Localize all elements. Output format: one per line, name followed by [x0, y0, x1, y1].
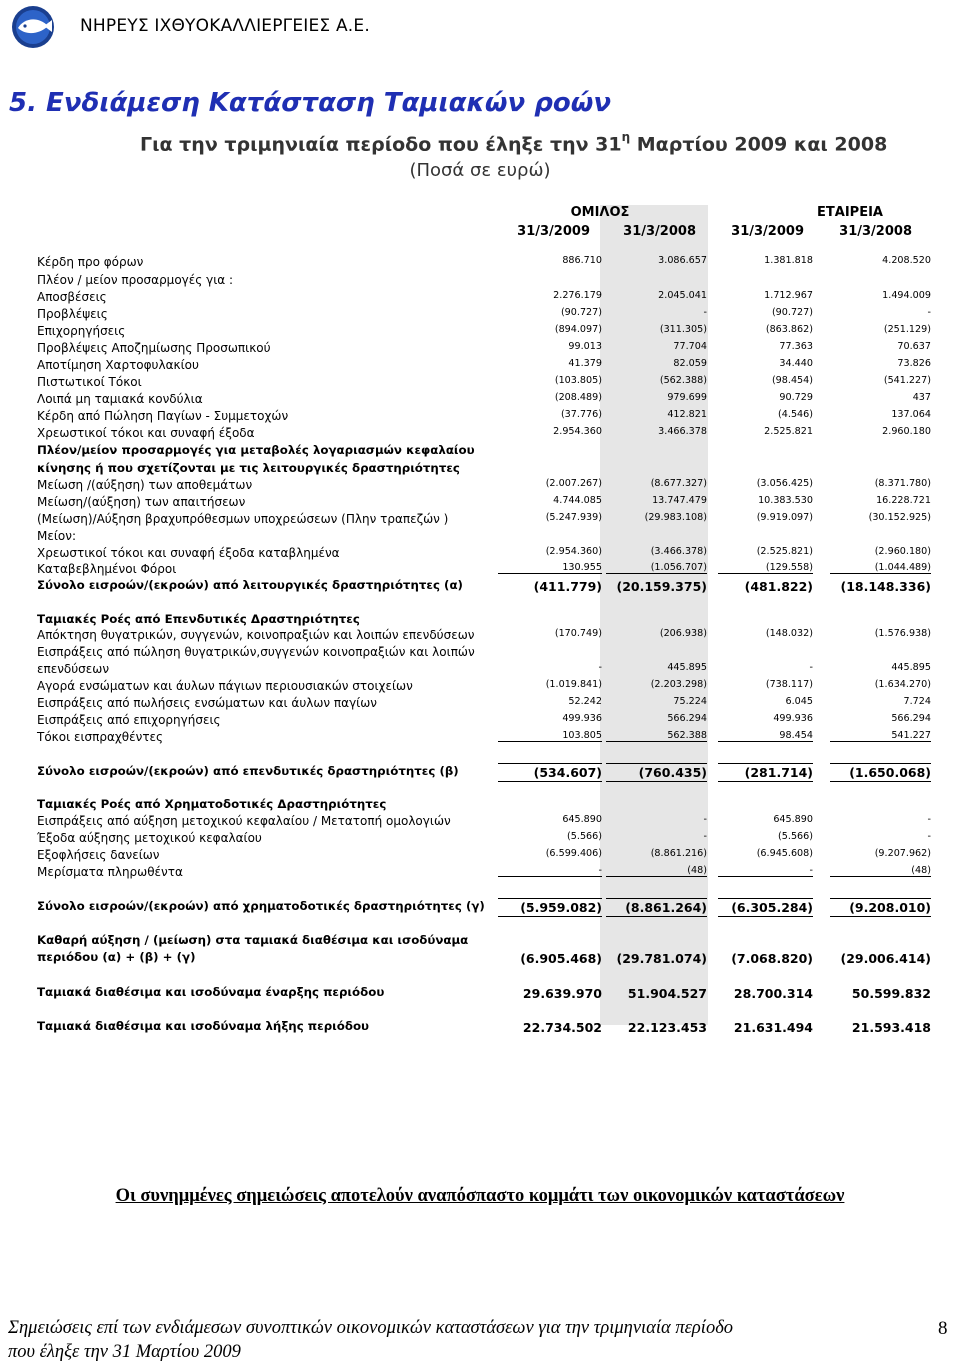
cell-value: - — [703, 831, 707, 842]
table-row — [0, 529, 960, 546]
cell-value: (1.650.068) — [830, 763, 931, 782]
cell-value: 445.895 — [891, 662, 931, 673]
cell-value: (6.305.284) — [718, 898, 813, 917]
cell-value: (90.727) — [771, 307, 813, 318]
cell-value: 4.208.520 — [882, 255, 931, 266]
cell-value: - — [703, 307, 707, 318]
table-row — [0, 764, 960, 781]
cell-value: 437 — [912, 392, 931, 403]
cell-value: (48) — [830, 865, 931, 877]
cell-value: (760.435) — [606, 763, 707, 782]
row-label: Κέρδη από Πώληση Παγίων - Συμμετοχών — [37, 409, 289, 423]
table-row — [0, 628, 960, 645]
cell-value: 645.890 — [773, 814, 813, 825]
cell-value: 99.013 — [568, 341, 602, 352]
row-label: Σύνολο εισροών/(εκροών) από λειτουργικές δραστηριότητες (α) — [37, 578, 463, 592]
cell-value: 16.228.721 — [876, 495, 931, 506]
cell-value: (2.007.267) — [545, 478, 602, 489]
cell-value: 28.700.314 — [733, 986, 813, 1001]
cell-value: (170.749) — [554, 628, 602, 639]
cell-value: (18.148.336) — [840, 579, 931, 594]
cell-value: (8.861.216) — [650, 848, 707, 859]
cell-value: (5.566) — [567, 831, 602, 842]
table-row — [0, 546, 960, 563]
group-label: ΟΜΙΛΟΣ — [570, 205, 630, 220]
table-row — [0, 375, 960, 392]
cell-value: (3.056.425) — [756, 478, 813, 489]
cell-value: 979.699 — [667, 392, 707, 403]
cell-value: (29.006.414) — [840, 951, 931, 966]
cell-value: (894.097) — [554, 324, 602, 335]
table-row — [0, 478, 960, 495]
row-label: Εισπράξεις από πώληση θυγατρικών,συγγενών κοινοπραξιών και λοιπών — [37, 645, 475, 659]
cell-value: (20.159.375) — [616, 579, 707, 594]
cell-value: 41.379 — [568, 358, 602, 369]
column-header: 31/3/2008 — [623, 224, 696, 239]
table-row — [0, 461, 960, 478]
row-label: Απόκτηση θυγατρικών, συγγενών, κοινοπραξιών και λοιπών επενδύσεων — [37, 628, 475, 642]
cell-value: 3.466.378 — [658, 426, 707, 437]
cell-value: (863.862) — [765, 324, 813, 335]
row-label: Έξοδα αύξησης μετοχικού κεφαλαίου — [37, 831, 262, 845]
row-label: (Μείωση)/Αύξηση βραχυπρόθεσμων υποχρεώσεων (Πλην τραπεζών ) — [37, 512, 449, 526]
company-logo — [8, 4, 58, 50]
table-row — [0, 696, 960, 713]
cell-value: (29.781.074) — [616, 951, 707, 966]
cell-value: (5.566) — [778, 831, 813, 842]
row-label: Χρεωστικοί τόκοι και συναφή έξοδα — [37, 426, 255, 440]
cell-value: (9.919.097) — [756, 512, 813, 523]
table-row — [0, 290, 960, 307]
cell-value: 29.639.970 — [522, 986, 602, 1001]
section-heading — [0, 612, 960, 629]
table-row — [0, 562, 960, 579]
cell-value: - — [703, 814, 707, 825]
cell-value: 73.826 — [897, 358, 931, 369]
row-label: Μείωση /(αύξηση) των αποθεμάτων — [37, 478, 253, 492]
cell-value: 77.704 — [673, 341, 707, 352]
table-row — [0, 307, 960, 324]
cell-value: 52.242 — [568, 696, 602, 707]
row-label: Εξοφλήσεις δανείων — [37, 848, 160, 862]
row-label: Πιστωτικοί Τόκοι — [37, 375, 142, 389]
cell-value: (148.032) — [765, 628, 813, 639]
row-label: Προβλέψεις — [37, 307, 108, 321]
row-label: Αποτίμηση Χαρτοφυλακίου — [37, 358, 199, 372]
row-label: περιόδου (α) + (β) + (γ) — [37, 950, 196, 964]
row-label: Καθαρή αύξηση / (μείωση) στα ταμιακά διαθέσιμα και ισοδύναμα — [37, 933, 469, 947]
cell-value: 51.904.527 — [627, 986, 707, 1001]
cell-value: 499.936 — [562, 713, 602, 724]
table-row — [0, 831, 960, 848]
cell-value: (1.576.938) — [874, 628, 931, 639]
row-label: Αποσβέσεις — [37, 290, 107, 304]
cell-value: (1.019.841) — [545, 679, 602, 690]
cell-value: (6.599.406) — [545, 848, 602, 859]
page-number: 8 — [938, 1318, 948, 1339]
cell-value: (30.152.925) — [868, 512, 931, 523]
cell-value: (281.714) — [718, 763, 813, 782]
row-label: Τόκοι εισπραχθέντες — [37, 730, 164, 744]
cell-value: (2.525.821) — [756, 546, 813, 557]
subtitle-sup: η — [621, 130, 631, 144]
cell-value: (738.117) — [765, 679, 813, 690]
table-row — [0, 814, 960, 831]
column-header: 31/3/2008 — [839, 224, 912, 239]
cell-value: 445.895 — [667, 662, 707, 673]
footer-text-line2: που έληξε την 31 Μαρτίου 2009 — [8, 1342, 241, 1362]
table-row — [0, 392, 960, 409]
row-label: Ταμιακές Ροές από Επενδυτικές Δραστηριότητες — [37, 612, 360, 626]
row-label: Λοιπά μη ταμιακά κονδύλια — [37, 392, 203, 406]
cell-value: 3.086.657 — [658, 255, 707, 266]
row-label: Χρεωστικοί τόκοι και συναφή έξοδα καταβλημένα — [37, 546, 340, 560]
cell-value: 2.954.360 — [553, 426, 602, 437]
cell-value: (29.983.108) — [644, 512, 707, 523]
cell-value: - — [927, 831, 931, 842]
cell-value: - — [809, 662, 813, 673]
company-name: ΝΗΡΕΥΣ ΙΧΘΥΟΚΑΛΛΙΕΡΓΕΙΕΣ Α.Ε. — [80, 16, 370, 36]
cell-value: 82.059 — [673, 358, 707, 369]
row-label: Μείωση/(αύξηση) των απαιτήσεων — [37, 495, 246, 509]
cell-value: 645.890 — [562, 814, 602, 825]
table-row — [0, 950, 960, 967]
table-row — [0, 341, 960, 358]
cell-value: 1.494.009 — [882, 290, 931, 301]
cell-value: - — [718, 865, 813, 877]
row-label: Μείον: — [37, 529, 76, 543]
cell-value: 21.593.418 — [851, 1020, 931, 1035]
row-label: Πλέον / μείον προσαρμογές για : — [37, 273, 234, 287]
table-row — [0, 1019, 960, 1036]
row-label: Κέρδη προ φόρων — [37, 255, 144, 269]
table-row — [0, 865, 960, 882]
column-header: 31/3/2009 — [517, 224, 590, 239]
table-row — [0, 255, 960, 272]
cell-value: 75.224 — [673, 696, 707, 707]
row-label: Επιχορηγήσεις — [37, 324, 126, 338]
table-row — [0, 495, 960, 512]
page-title: 5. Ενδιάμεση Κατάσταση Ταμιακών ροών — [9, 88, 612, 118]
cell-value: (1.634.270) — [874, 679, 931, 690]
currency-note: (Ποσά σε ευρώ) — [409, 160, 551, 181]
table-row — [0, 662, 960, 679]
table-row — [0, 933, 960, 950]
cell-value: (4.546) — [778, 409, 813, 420]
cell-value: (5.959.082) — [498, 898, 602, 917]
section-heading — [0, 797, 960, 814]
cell-value: 13.747.479 — [652, 495, 707, 506]
cell-value: (98.454) — [771, 375, 813, 386]
row-label: Εισπράξεις από αύξηση μετοχικού κεφαλαίου / Μετατοπή ομολογιών — [37, 814, 451, 828]
table-row — [0, 324, 960, 341]
row-label: κίνησης ή που σχετίζονται με τις λειτουργικές δραστηριότητες — [37, 461, 460, 475]
cell-value: (481.822) — [744, 579, 813, 594]
row-label: Αγορά ενσώματων και άυλων πάγιων περιουσιακών στοιχείων — [37, 679, 413, 693]
cell-value: 541.227 — [830, 730, 931, 742]
cell-value: 566.294 — [891, 713, 931, 724]
cell-value: (2.960.180) — [874, 546, 931, 557]
table-row — [0, 730, 960, 747]
cell-value: (90.727) — [560, 307, 602, 318]
cell-value: 1.381.818 — [764, 255, 813, 266]
cell-value: 98.454 — [718, 730, 813, 742]
cell-value: 2.525.821 — [764, 426, 813, 437]
table-row — [0, 409, 960, 426]
table-row — [0, 679, 960, 696]
row-label: επενδύσεων — [37, 662, 110, 676]
table-row — [0, 512, 960, 529]
table-row — [0, 358, 960, 375]
cell-value: 499.936 — [773, 713, 813, 724]
cell-value: (9.208.010) — [830, 898, 931, 917]
row-label: Καταβεβλημένοι Φόροι — [37, 562, 177, 576]
row-label: Προβλέψεις Αποζημίωσης Προσωπικού — [37, 341, 271, 355]
notes-statement: Οι συνημμένες σημειώσεις αποτελούν αναπόσπαστο κομμάτι των οικονομικών καταστάσεων — [115, 1186, 845, 1206]
cell-value: (7.068.820) — [731, 951, 813, 966]
cell-value: 90.729 — [779, 392, 813, 403]
cell-value: (6.905.468) — [520, 951, 602, 966]
fish-globe-logo-icon — [8, 4, 58, 50]
table-row — [0, 273, 960, 290]
cell-value: - — [598, 662, 602, 673]
cell-value: (251.129) — [883, 324, 931, 335]
cell-value: (37.776) — [560, 409, 602, 420]
cell-value: 130.955 — [498, 562, 602, 574]
cell-value: 22.123.453 — [627, 1020, 707, 1035]
cell-value: (562.388) — [659, 375, 707, 386]
column-header: 31/3/2009 — [731, 224, 804, 239]
cell-value: (103.805) — [554, 375, 602, 386]
cell-value: (3.466.378) — [650, 546, 707, 557]
cell-value: 886.710 — [562, 255, 602, 266]
cell-value: (1.056.707) — [606, 562, 707, 574]
row-label: Εισπράξεις από πωλήσεις ενσώματων και άυλων παγίων — [37, 696, 377, 710]
cell-value: 2.045.041 — [658, 290, 707, 301]
table-row — [0, 426, 960, 443]
cell-value: (48) — [606, 865, 707, 877]
cell-value: (8.677.327) — [650, 478, 707, 489]
row-label: Ταμιακές Ροές από Χρηματοδοτικές Δραστηριότητες — [37, 797, 387, 811]
cell-value: - — [498, 865, 602, 877]
cell-value: 566.294 — [667, 713, 707, 724]
cell-value: (2.203.298) — [650, 679, 707, 690]
cell-value: (5.247.939) — [545, 512, 602, 523]
cell-value: 1.712.967 — [764, 290, 813, 301]
cell-value: (129.558) — [718, 562, 813, 574]
cell-value: 137.064 — [891, 409, 931, 420]
row-label: Σύνολο εισροών/(εκροών) από χρηματοδοτικές δραστηριότητες (γ) — [37, 899, 485, 913]
cell-value: 70.637 — [897, 341, 931, 352]
table-row — [0, 985, 960, 1002]
cell-value: 103.805 — [498, 730, 602, 742]
cell-value: 4.744.085 — [553, 495, 602, 506]
subtitle-pre: Για την τριμηνιαία περίοδο που έληξε την 31 — [140, 133, 622, 156]
cell-value: (206.938) — [659, 628, 707, 639]
cell-value: 6.045 — [785, 696, 813, 707]
row-label: Πλέον/μείον προσαρμογές για μεταβολές λογαριασμών κεφαλαίου — [37, 443, 475, 457]
cell-value: 77.363 — [779, 341, 813, 352]
row-label: Ταμιακά διαθέσιμα και ισοδύναμα λήξης περιόδου — [37, 1019, 370, 1033]
cell-value: (534.607) — [498, 763, 602, 782]
cell-value: - — [927, 307, 931, 318]
cell-value: (411.779) — [533, 579, 602, 594]
cell-value: (8.861.264) — [606, 898, 707, 917]
row-label: Ταμιακά διαθέσιμα και ισοδύναμα έναρξης περιόδου — [37, 985, 385, 999]
cell-value: 50.599.832 — [851, 986, 931, 1001]
table-row — [0, 645, 960, 662]
cell-value: (1.044.489) — [830, 562, 931, 574]
cell-value: (8.371.780) — [874, 478, 931, 489]
subtitle-post: Μαρτίου 2009 και 2008 — [630, 133, 888, 156]
cell-value: (6.945.608) — [756, 848, 813, 859]
cell-value: (311.305) — [659, 324, 707, 335]
cell-value: 21.631.494 — [733, 1020, 813, 1035]
cell-value: - — [927, 814, 931, 825]
cell-value: (208.489) — [554, 392, 602, 403]
cell-value: (541.227) — [883, 375, 931, 386]
row-label: Μερίσματα πληρωθέντα — [37, 865, 183, 879]
cell-value: (9.207.962) — [874, 848, 931, 859]
table-row — [0, 899, 960, 916]
table-row — [0, 578, 960, 595]
footer-text-line1: Σημειώσεις επί των ενδιάμεσων συνοπτικών οικονομικών καταστάσεων για την τριμηνιαία περίοδο — [8, 1318, 734, 1338]
table-row — [0, 443, 960, 460]
cell-value: (2.954.360) — [545, 546, 602, 557]
cell-value: 22.734.502 — [522, 1020, 602, 1035]
cell-value: 10.383.530 — [758, 495, 813, 506]
cell-value: 7.724 — [903, 696, 931, 707]
table-row — [0, 848, 960, 865]
period-subtitle — [140, 132, 887, 155]
row-label: Σύνολο εισροών/(εκροών) από επενδυτικές δραστηριότητες (β) — [37, 764, 459, 778]
cell-value: 2.276.179 — [553, 290, 602, 301]
row-label: Εισπράξεις από επιχορηγήσεις — [37, 713, 221, 727]
company-label: ΕΤΑΙΡΕΙΑ — [817, 205, 883, 220]
table-row — [0, 713, 960, 730]
cell-value: 34.440 — [779, 358, 813, 369]
cell-value: 2.960.180 — [882, 426, 931, 437]
cell-value: 412.821 — [667, 409, 707, 420]
cell-value: 562.388 — [606, 730, 707, 742]
